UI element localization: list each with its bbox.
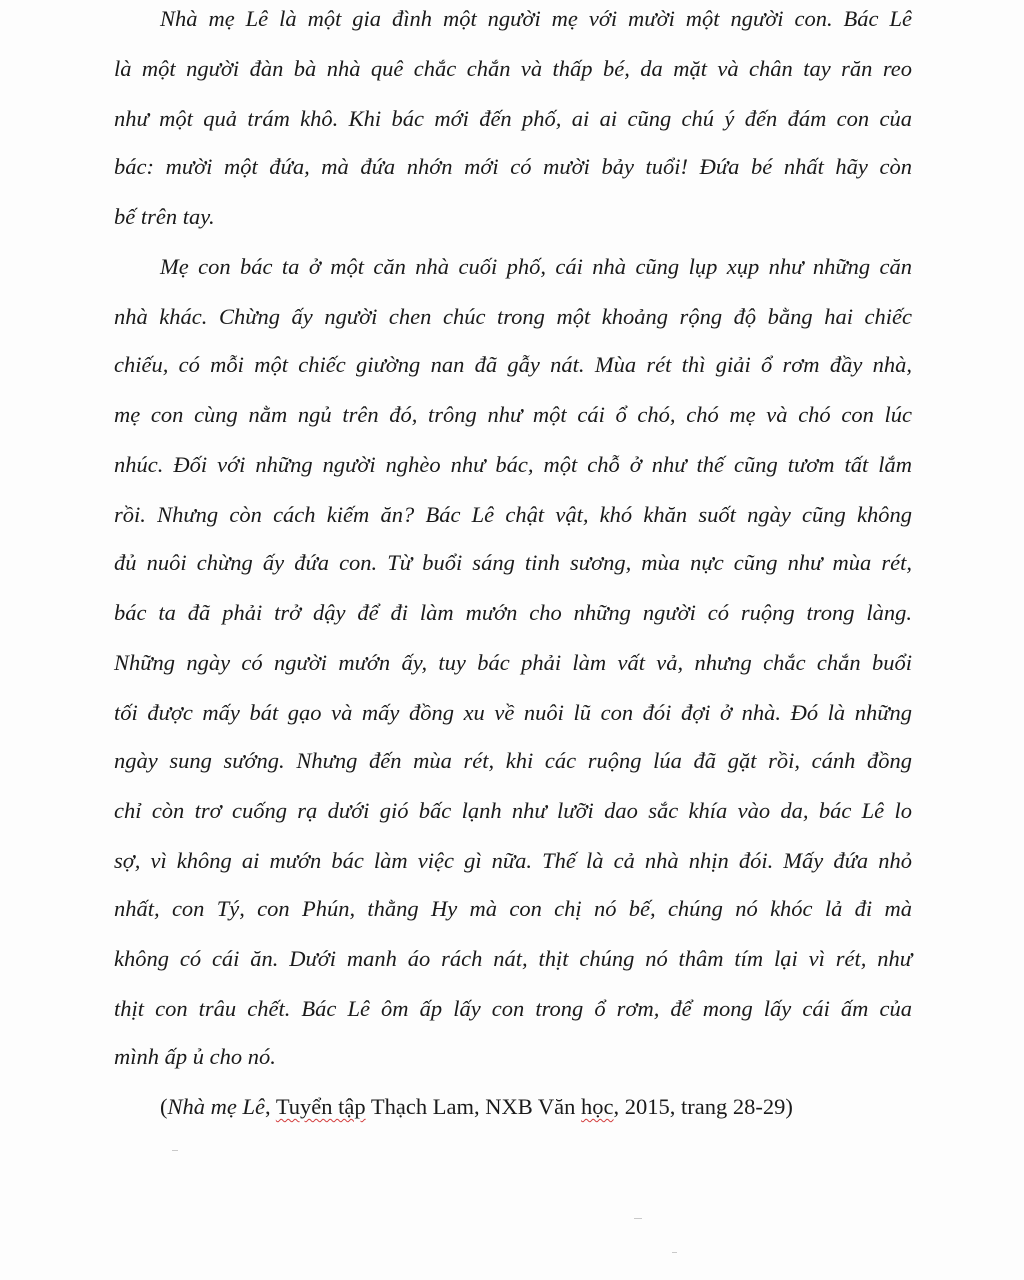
paragraph-line: mình ấp ủ cho nó.: [114, 1044, 276, 1069]
paragraph-line: ngày sung sướng. Nhưng đến mùa rét, khi các ruộng lúa đã gặt rồi, cánh đồng: [114, 748, 912, 773]
paragraph-line: mẹ con cùng nằm ngủ trên đó, trông như một cái ổ chó, chó mẹ và chó con lúc: [114, 402, 912, 427]
paragraph-line: nhúc. Đối với những người nghèo như bác, một chỗ ở như thế cũng tươm tất lắm: [114, 452, 912, 477]
citation-publisher-tail: học: [581, 1094, 614, 1119]
paragraph-line: Mẹ con bác ta ở một căn nhà cuối phố, cái nhà cũng lụp xụp như những căn: [160, 254, 912, 279]
citation-open-paren: (: [160, 1094, 168, 1119]
paragraph-line: là một người đàn bà nhà quê chắc chắn và thấp bé, da mặt và chân tay răn reo: [114, 56, 912, 81]
paragraph-line: bác: mười một đứa, mà đứa nhớn mới có mười bảy tuổi! Đứa bé nhất hãy còn: [114, 154, 912, 179]
paragraph-line: bế trên tay.: [114, 204, 215, 229]
citation-author: Thạch Lam: [365, 1094, 474, 1119]
paragraph-line: tối được mấy bát gạo và mấy đồng xu về nuôi lũ con đói đợi ở nhà. Đó là những: [114, 700, 912, 725]
citation-collection: Tuyển tập: [275, 1094, 366, 1119]
citation-work-title: Nhà mẹ Lê: [167, 1094, 265, 1119]
paragraph-line: bác ta đã phải trở dậy để đi làm mướn cho những người có ruộng trong làng.: [114, 600, 912, 625]
paragraph-line: sợ, vì không ai mướn bác làm việc gì nữa. Thế là cả nhà nhịn đói. Mấy đứa nhỏ: [114, 848, 912, 873]
paragraph-line: chỉ còn trơ cuống rạ dưới gió bấc lạnh như lưỡi dao sắc khía vào da, bác Lê lo: [114, 798, 912, 823]
paragraph-line: Những ngày có người mướn ấy, tuy bác phải làm vất vả, nhưng chắc chắn buổi: [114, 650, 912, 675]
scan-speck: [172, 1150, 178, 1151]
paragraph-line: nhà khác. Chừng ấy người chen chúc trong một khoảng rộng độ bằng hai chiếc: [114, 304, 912, 329]
paragraph-line: chiếu, có mỗi một chiếc giường nan đã gẫy nát. Mùa rét thì giải ổ rơm đầy nhà,: [114, 352, 912, 377]
paragraph-line: Nhà mẹ Lê là một gia đình một người mẹ với mười một người con. Bác Lê: [160, 6, 912, 31]
source-citation: [160, 1092, 793, 1122]
paragraph-line: như một quả trám khô. Khi bác mới đến phố, ai ai cũng chú ý đến đám con của: [114, 106, 912, 131]
paragraph-line: thịt con trâu chết. Bác Lê ôm ấp lấy con trong ổ rơm, để mong lấy cái ấm của: [114, 996, 912, 1021]
scan-speck: [634, 1218, 642, 1219]
scan-speck: [672, 1252, 677, 1253]
paragraph-line: rồi. Nhưng còn cách kiếm ăn? Bác Lê chật vật, khó khăn suốt ngày cũng không: [114, 502, 912, 527]
citation-year-pages: , 2015, trang 28-29): [613, 1094, 793, 1119]
paragraph-line: nhất, con Tý, con Phún, thằng Hy mà con chị nó bế, chúng nó khóc lả đi mà: [114, 896, 912, 921]
citation-publisher: , NXB Văn: [473, 1094, 582, 1119]
paragraph-line: không có cái ăn. Dưới manh áo rách nát, thịt chúng nó thâm tím lại vì rét, như: [114, 946, 912, 971]
paragraph-line: đủ nuôi chừng ấy đứa con. Từ buổi sáng tinh sương, mùa nực cũng như mùa rét,: [114, 550, 912, 575]
citation-separator: ,: [265, 1094, 276, 1119]
